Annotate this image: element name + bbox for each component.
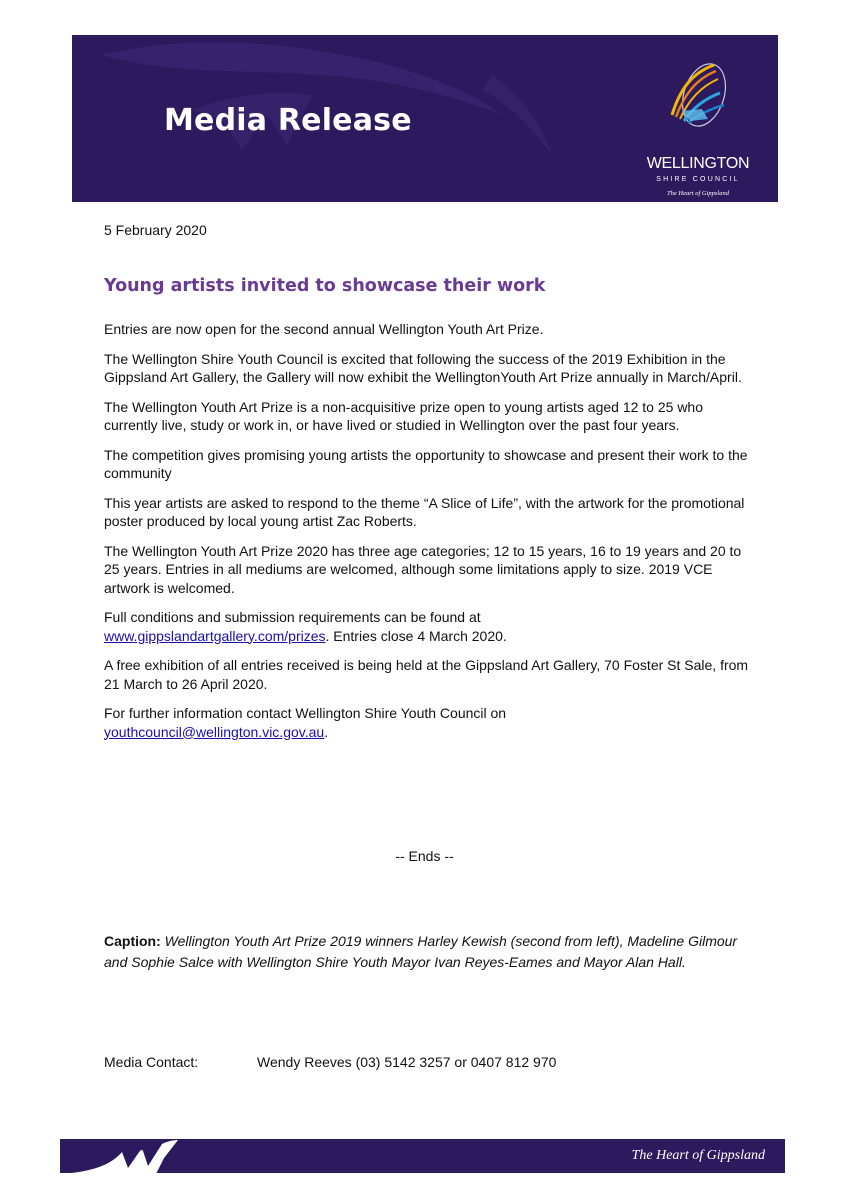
photo-caption xyxy=(104,931,754,973)
gallery-prizes-link[interactable]: www.gippslandartgallery.com/prizes xyxy=(104,627,326,644)
body-paragraph: The Wellington Youth Art Prize is a non-acquisitive prize open to young artists aged 12 to 25 who currently live, study or work in, or have lived or studied in Wellington over the past four years. xyxy=(104,398,703,433)
wellington-w-mark-icon xyxy=(60,1139,190,1173)
release-date: 5 February 2020 xyxy=(104,222,207,238)
page-title: Media Release xyxy=(164,103,412,138)
logo-subtitle: SHIRE COUNCIL xyxy=(656,176,740,183)
body-paragraph: This year artists are asked to respond to the theme “A Slice of Life”, with the artwork for the promotional poster produced by local young artist Zac Roberts. xyxy=(104,494,745,529)
wellington-logo-icon xyxy=(662,59,732,139)
logo-tagline: The Heart of Gippsland xyxy=(667,190,729,197)
footer-tagline: The Heart of Gippsland xyxy=(631,1148,765,1163)
body-paragraph: Entries are now open for the second annual Wellington Youth Art Prize. xyxy=(104,321,544,337)
caption-text: Wellington Youth Art Prize 2019 winners Harley Kewish (second from left), Madeline Gilmour and Sophie Salce with Wellington Shire Youth Mayor Ivan Reyes-Eames and Mayor Alan Hall. xyxy=(104,933,738,970)
contact-text: For further information contact Wellington Shire Youth Council on xyxy=(104,705,507,721)
body-paragraph: The Wellington Youth Art Prize 2020 has three age categories; 12 to 15 years, 16 to 19 years and 20 to 25 years. Entries in all mediums are welcomed, although some limitations apply to size. 2019 VCE artwork is welcomed. xyxy=(104,542,742,596)
ends-marker: -- Ends -- xyxy=(395,848,454,864)
release-headline: Young artists invited to showcase their work xyxy=(104,276,546,296)
entries-close-text: . Entries close 4 March 2020. xyxy=(325,627,507,644)
media-contact-value: Wendy Reeves (03) 5142 3257 or 0407 812 970 xyxy=(257,1054,557,1070)
body-paragraph: The competition gives promising young artists the opportunity to showcase and present their work to the community xyxy=(104,446,748,481)
exhibition-paragraph: A free exhibition of all entries received is being held at the Gippsland Art Gallery, 70 Foster St Sale, from 21 March to 26 April 2020. xyxy=(104,657,749,692)
media-contact-label: Media Contact: xyxy=(104,1054,199,1070)
media-contact xyxy=(104,1054,557,1070)
wellington-logo xyxy=(638,59,758,197)
body-paragraph: The Wellington Shire Youth Council is excited that following the success of the 2019 Exhibition in the Gippsland Art Gallery, the Gallery will now exhibit the WellingtonYouth Art Prize annually in March/April. xyxy=(104,350,742,385)
youth-council-email-link[interactable]: youthcouncil@wellington.vic.gov.au xyxy=(104,723,325,740)
caption-label: Caption: xyxy=(104,933,161,949)
contact-period: . xyxy=(324,723,329,740)
conditions-text: Full conditions and submission requirements can be found at xyxy=(104,609,481,625)
release-body xyxy=(104,320,749,752)
conditions-paragraph xyxy=(104,608,749,645)
footer-banner xyxy=(60,1139,785,1173)
logo-name: WELLINGTON xyxy=(646,155,750,172)
media-release-banner xyxy=(72,35,778,202)
contact-paragraph xyxy=(104,704,749,741)
